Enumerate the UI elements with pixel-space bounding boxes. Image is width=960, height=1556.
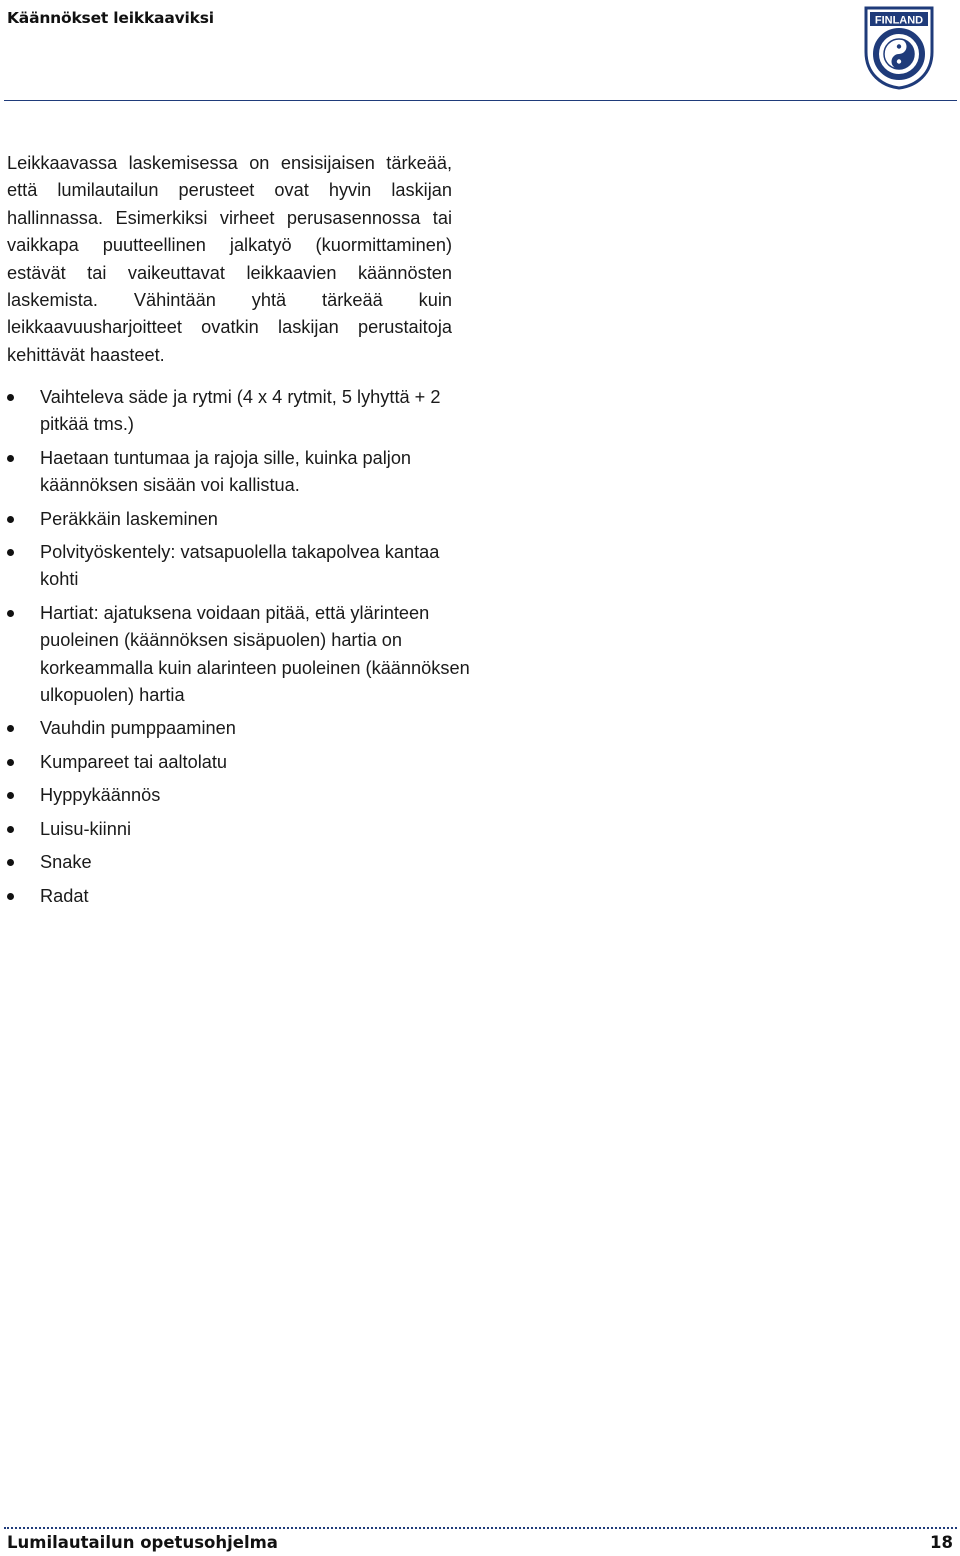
footer-title: Lumilautailun opetusohjelma <box>7 1533 278 1552</box>
list-item: Vauhdin pumppaaminen <box>0 715 470 742</box>
logo-top-text: FINLAND <box>874 14 924 27</box>
list-item: Haetaan tuntumaa ja rajoja sille, kuinka paljon käännöksen sisään voi kallistua. <box>0 445 470 500</box>
bullet-icon <box>7 725 14 732</box>
exercise-list <box>0 384 470 910</box>
list-item: Hyppykäännös <box>0 782 470 809</box>
bullet-icon <box>7 516 14 523</box>
bullet-icon <box>7 859 14 866</box>
list-item: Vaihteleva säde ja rytmi (4 x 4 rytmit, 5 lyhyttä + 2 pitkää tms.) <box>0 384 470 439</box>
list-item: Kumpareet tai aaltolatu <box>0 749 470 776</box>
bullet-icon <box>7 826 14 833</box>
intro-paragraph: Leikkaavassa laskemisessa on ensisijaisen tärkeää, että lumilautailun perusteet ovat hyvin laskijan hallinnassa. Esimerkiksi virheet perusasennossa tai vaikkapa puutteellinen jalkatyö (kuormittaminen) estävät tai vaikeuttavat leikkaavien käännösten laskemista. Vähintään yhtä tärkeää kuin leikkaavuusharjoitteet ovatkin laskijan perustaitoja kehittävät haasteet. <box>7 153 452 365</box>
list-item: Snake <box>0 849 470 876</box>
bullet-icon <box>7 610 14 617</box>
page-number: 18 <box>930 1533 953 1552</box>
list-item: Polvityöskentely: vatsapuolella takapolvea kantaa kohti <box>0 539 470 594</box>
bullet-icon <box>7 394 14 401</box>
list-item: Radat <box>0 883 470 910</box>
list-item: Luisu-kiinni <box>0 816 470 843</box>
list-item: Hartiat: ajatuksena voidaan pitää, että ylärinteen puoleinen (käännöksen sisäpuolen) hartia on korkeammalla kuin alarinteen puoleinen (käännöksen ulkopuolen) hartia <box>0 600 470 710</box>
footer-divider <box>4 1527 957 1529</box>
list-item: Peräkkäin laskeminen <box>0 506 470 533</box>
header-divider <box>4 100 957 101</box>
bullet-icon <box>7 549 14 556</box>
bullet-icon <box>7 455 14 462</box>
bullet-icon <box>7 759 14 766</box>
finland-ski-instructors-logo <box>862 4 936 90</box>
bullet-icon <box>7 893 14 900</box>
page-header-title: Käännökset leikkaaviksi <box>7 9 214 27</box>
bullet-icon <box>7 792 14 799</box>
